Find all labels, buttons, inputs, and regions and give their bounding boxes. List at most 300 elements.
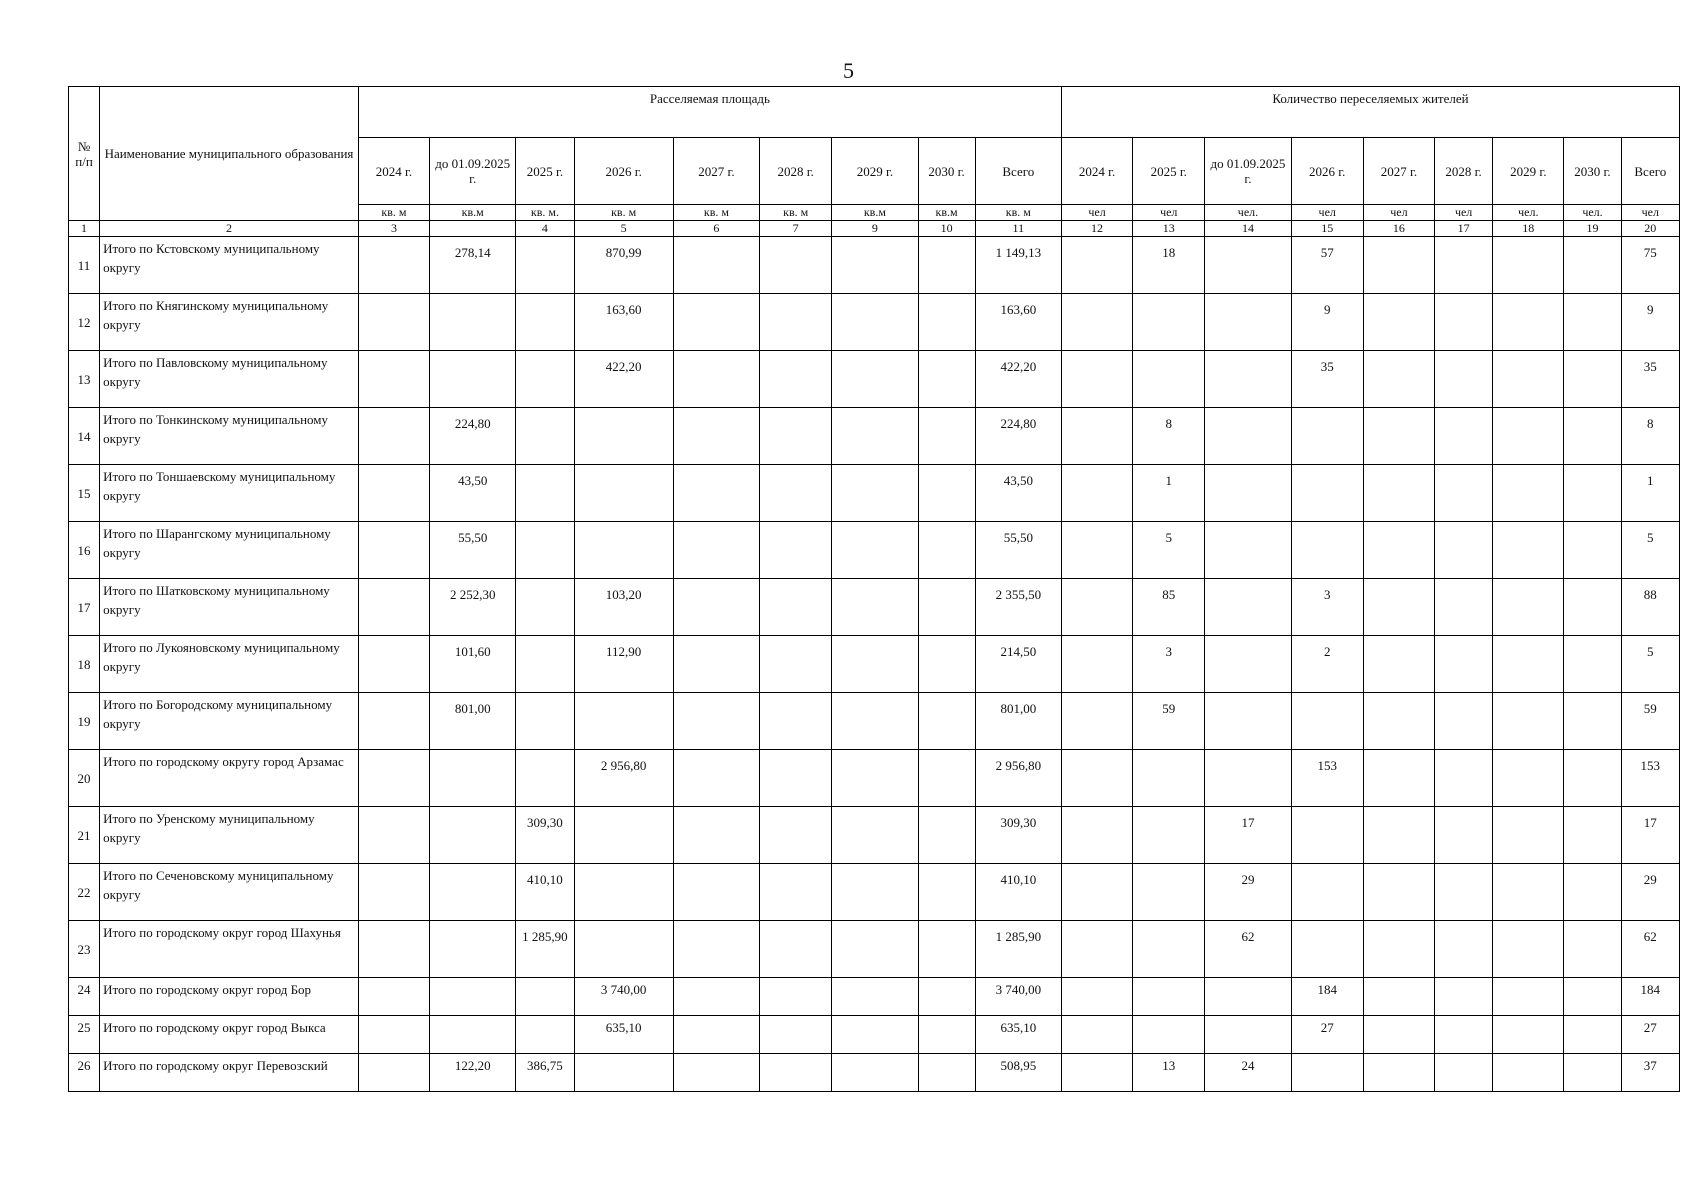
table-cell: 801,00 xyxy=(975,693,1061,750)
table-cell: 163,60 xyxy=(574,294,673,351)
table-cell xyxy=(673,1016,759,1054)
row-number: 16 xyxy=(69,522,100,579)
table-cell xyxy=(1493,522,1564,579)
table-cell xyxy=(1435,294,1493,351)
table-cell xyxy=(1493,465,1564,522)
table-cell xyxy=(1363,465,1434,522)
table-cell xyxy=(1205,693,1291,750)
column-number: 1 xyxy=(69,221,100,237)
table-cell xyxy=(516,351,574,408)
header-residents-unit: чел. xyxy=(1564,205,1621,221)
table-cell xyxy=(1435,636,1493,693)
table-cell xyxy=(1493,294,1564,351)
column-number: 16 xyxy=(1363,221,1434,237)
row-number: 23 xyxy=(69,921,100,978)
column-number: 19 xyxy=(1564,221,1621,237)
municipality-name: Итого по городскому округ город Шахунья xyxy=(100,921,359,978)
table-cell xyxy=(1061,579,1132,636)
table-cell xyxy=(760,978,832,1016)
column-number xyxy=(430,221,516,237)
table-row xyxy=(69,351,1680,408)
table-cell xyxy=(918,864,975,921)
table-cell: 37 xyxy=(1621,1054,1679,1092)
table-cell xyxy=(1133,921,1205,978)
column-number: 20 xyxy=(1621,221,1679,237)
table-cell xyxy=(516,522,574,579)
table-cell xyxy=(516,465,574,522)
table-row xyxy=(69,750,1680,807)
table-cell xyxy=(1435,351,1493,408)
table-cell: 55,50 xyxy=(975,522,1061,579)
column-number: 3 xyxy=(358,221,429,237)
table-cell xyxy=(1564,522,1621,579)
table-cell xyxy=(1061,978,1132,1016)
row-number: 17 xyxy=(69,579,100,636)
table-cell xyxy=(1061,237,1132,294)
column-number: 6 xyxy=(673,221,759,237)
table-cell xyxy=(1061,408,1132,465)
table-cell xyxy=(1205,294,1291,351)
table-cell: 5 xyxy=(1621,522,1679,579)
table-cell xyxy=(1133,294,1205,351)
table-cell xyxy=(673,579,759,636)
table-cell xyxy=(1205,1016,1291,1054)
table-cell: 3 740,00 xyxy=(574,978,673,1016)
table-cell xyxy=(1061,351,1132,408)
table-cell: 8 xyxy=(1621,408,1679,465)
table-cell: 410,10 xyxy=(516,864,574,921)
table-cell xyxy=(430,864,516,921)
header-residents-unit: чел xyxy=(1621,205,1679,221)
row-number: 22 xyxy=(69,864,100,921)
table-cell xyxy=(574,522,673,579)
table-cell xyxy=(1564,921,1621,978)
table-cell xyxy=(1133,351,1205,408)
table-cell: 13 xyxy=(1133,1054,1205,1092)
table-cell: 635,10 xyxy=(975,1016,1061,1054)
column-number: 5 xyxy=(574,221,673,237)
header-area-unit: кв.м xyxy=(832,205,918,221)
table-row xyxy=(69,522,1680,579)
table-cell xyxy=(1435,807,1493,864)
table-row xyxy=(69,579,1680,636)
table-cell: 278,14 xyxy=(430,237,516,294)
table-cell: 184 xyxy=(1291,978,1363,1016)
table-cell: 422,20 xyxy=(975,351,1061,408)
table-cell xyxy=(1363,294,1434,351)
table-cell xyxy=(1564,636,1621,693)
table-cell xyxy=(1363,579,1434,636)
table-cell xyxy=(673,408,759,465)
table-cell: 27 xyxy=(1291,1016,1363,1054)
table-cell xyxy=(1205,465,1291,522)
municipality-name: Итого по Шарангскому муниципальному округу xyxy=(100,522,359,579)
municipality-name: Итого по Шатковскому муниципальному округу xyxy=(100,579,359,636)
table-cell: 5 xyxy=(1133,522,1205,579)
table-cell xyxy=(1205,579,1291,636)
row-number: 25 xyxy=(69,1016,100,1054)
resettlement-table xyxy=(68,86,1680,1092)
table-cell xyxy=(430,294,516,351)
table-cell xyxy=(1061,1054,1132,1092)
header-area-year: 2026 г. xyxy=(574,138,673,205)
table-cell xyxy=(1493,408,1564,465)
table-cell: 18 xyxy=(1133,237,1205,294)
table-cell xyxy=(760,864,832,921)
table-cell xyxy=(1363,693,1434,750)
header-residents-unit: чел xyxy=(1133,205,1205,221)
header-area-unit: кв. м xyxy=(975,205,1061,221)
table-cell: 57 xyxy=(1291,237,1363,294)
table-cell xyxy=(516,636,574,693)
municipality-name: Итого по городскому округу город Арзамас xyxy=(100,750,359,807)
table-cell xyxy=(673,522,759,579)
table-cell xyxy=(1205,522,1291,579)
table-cell xyxy=(1564,978,1621,1016)
header-area-unit: кв.м xyxy=(430,205,516,221)
table-cell xyxy=(1133,864,1205,921)
table-cell xyxy=(574,807,673,864)
table-cell xyxy=(358,294,429,351)
table-cell xyxy=(918,750,975,807)
table-cell xyxy=(832,1054,918,1092)
table-cell xyxy=(1205,978,1291,1016)
table-cell xyxy=(832,750,918,807)
table-row xyxy=(69,237,1680,294)
header-residents-year: до 01.09.2025 г. xyxy=(1205,138,1291,205)
table-cell xyxy=(574,408,673,465)
table-cell xyxy=(358,237,429,294)
table-cell xyxy=(1061,465,1132,522)
table-cell xyxy=(430,978,516,1016)
table-cell xyxy=(1435,921,1493,978)
table-cell xyxy=(760,408,832,465)
table-cell: 62 xyxy=(1621,921,1679,978)
table-cell xyxy=(1363,807,1434,864)
table-cell xyxy=(1363,864,1434,921)
table-cell: 2 956,80 xyxy=(574,750,673,807)
table-cell xyxy=(760,294,832,351)
table-cell xyxy=(760,465,832,522)
table-cell xyxy=(1291,408,1363,465)
table-cell xyxy=(760,807,832,864)
table-cell xyxy=(1493,921,1564,978)
table-cell xyxy=(760,750,832,807)
header-residents-year: 2030 г. xyxy=(1564,138,1621,205)
table-cell xyxy=(832,579,918,636)
table-cell xyxy=(673,978,759,1016)
table-cell xyxy=(918,408,975,465)
table-cell xyxy=(1564,864,1621,921)
table-cell xyxy=(574,921,673,978)
table-cell xyxy=(832,408,918,465)
table-cell xyxy=(430,807,516,864)
table-cell: 101,60 xyxy=(430,636,516,693)
row-number: 20 xyxy=(69,750,100,807)
table-cell xyxy=(1493,1016,1564,1054)
table-cell xyxy=(1061,921,1132,978)
table-cell xyxy=(760,1016,832,1054)
municipality-name: Итого по Богородскому муниципальному округу xyxy=(100,693,359,750)
table-cell: 27 xyxy=(1621,1016,1679,1054)
header-residents-year: 2025 г. xyxy=(1133,138,1205,205)
table-cell xyxy=(1493,579,1564,636)
row-number: 19 xyxy=(69,693,100,750)
table-cell xyxy=(1363,1016,1434,1054)
table-cell xyxy=(1363,351,1434,408)
table-cell xyxy=(918,693,975,750)
municipality-name: Итого по Княгинскому муниципальному округу xyxy=(100,294,359,351)
column-number: 13 xyxy=(1133,221,1205,237)
column-number: 15 xyxy=(1291,221,1363,237)
table-cell: 9 xyxy=(1621,294,1679,351)
table-cell xyxy=(516,693,574,750)
header-area-unit: кв. м xyxy=(673,205,759,221)
table-cell xyxy=(1061,636,1132,693)
table-cell xyxy=(673,294,759,351)
table-cell xyxy=(358,921,429,978)
table-cell xyxy=(832,693,918,750)
table-cell xyxy=(516,750,574,807)
header-area-unit: кв. м. xyxy=(516,205,574,221)
table-cell xyxy=(1564,750,1621,807)
header-residents-year: Всего xyxy=(1621,138,1679,205)
table-cell xyxy=(1493,750,1564,807)
table-cell xyxy=(918,636,975,693)
table-cell xyxy=(673,921,759,978)
municipality-name: Итого по городскому округ город Бор xyxy=(100,978,359,1016)
table-cell xyxy=(673,693,759,750)
header-name: Наименование муниципального образования xyxy=(100,87,359,221)
table-cell xyxy=(673,351,759,408)
table-cell: 2 252,30 xyxy=(430,579,516,636)
table-row xyxy=(69,1016,1680,1054)
header-residents-unit: чел. xyxy=(1493,205,1564,221)
table-cell: 801,00 xyxy=(430,693,516,750)
table-cell: 43,50 xyxy=(975,465,1061,522)
table-cell xyxy=(1564,408,1621,465)
table-cell: 224,80 xyxy=(430,408,516,465)
table-cell xyxy=(673,750,759,807)
table-cell xyxy=(832,864,918,921)
row-number: 21 xyxy=(69,807,100,864)
header-area-year: до 01.09.2025 г. xyxy=(430,138,516,205)
table-cell xyxy=(1435,408,1493,465)
table-cell xyxy=(516,294,574,351)
table-cell xyxy=(673,465,759,522)
table-cell xyxy=(1493,978,1564,1016)
table-row xyxy=(69,636,1680,693)
table-cell: 224,80 xyxy=(975,408,1061,465)
table-cell: 62 xyxy=(1205,921,1291,978)
table-cell xyxy=(918,1016,975,1054)
table-row xyxy=(69,807,1680,864)
table-cell xyxy=(1363,1054,1434,1092)
table-cell xyxy=(358,1016,429,1054)
table-cell xyxy=(1564,807,1621,864)
header-area-year: 2027 г. xyxy=(673,138,759,205)
header-residents-year: 2028 г. xyxy=(1435,138,1493,205)
table-cell xyxy=(1291,465,1363,522)
table-cell xyxy=(1564,237,1621,294)
table-cell xyxy=(516,1016,574,1054)
table-cell: 153 xyxy=(1291,750,1363,807)
column-number: 7 xyxy=(760,221,832,237)
table-cell: 1 xyxy=(1621,465,1679,522)
table-cell xyxy=(832,636,918,693)
table-cell: 309,30 xyxy=(975,807,1061,864)
table-cell xyxy=(1435,864,1493,921)
table-cell xyxy=(1061,693,1132,750)
municipality-name: Итого по Лукояновскому муниципальному округу xyxy=(100,636,359,693)
table-cell xyxy=(673,807,759,864)
header-residents-unit: чел. xyxy=(1205,205,1291,221)
table-cell: 508,95 xyxy=(975,1054,1061,1092)
table-cell xyxy=(358,693,429,750)
table-cell xyxy=(1493,351,1564,408)
table-cell xyxy=(574,693,673,750)
table-cell xyxy=(430,750,516,807)
table-cell xyxy=(358,351,429,408)
table-cell xyxy=(918,237,975,294)
table-cell: 3 740,00 xyxy=(975,978,1061,1016)
header-residents-unit: чел xyxy=(1291,205,1363,221)
municipality-name: Итого по Кстовскому муниципальному округу xyxy=(100,237,359,294)
table-cell xyxy=(1205,636,1291,693)
municipality-name: Итого по городскому округ Перевозский xyxy=(100,1054,359,1092)
table-cell xyxy=(358,522,429,579)
table-cell xyxy=(1291,807,1363,864)
table-cell: 386,75 xyxy=(516,1054,574,1092)
table-cell xyxy=(1435,579,1493,636)
table-cell: 88 xyxy=(1621,579,1679,636)
table-cell xyxy=(430,351,516,408)
column-number: 10 xyxy=(918,221,975,237)
table-cell: 35 xyxy=(1291,351,1363,408)
table-cell: 2 355,50 xyxy=(975,579,1061,636)
table-cell xyxy=(1061,807,1132,864)
table-cell xyxy=(1564,693,1621,750)
table-row xyxy=(69,465,1680,522)
header-residents-year: 2029 г. xyxy=(1493,138,1564,205)
table-cell xyxy=(1435,978,1493,1016)
table-cell xyxy=(673,864,759,921)
table-cell xyxy=(358,408,429,465)
table-cell xyxy=(358,579,429,636)
table-cell xyxy=(1435,237,1493,294)
table-cell xyxy=(1205,750,1291,807)
page-number: 5 xyxy=(843,58,854,83)
header-no: № п/п xyxy=(69,87,100,221)
table-cell xyxy=(832,294,918,351)
table-cell: 29 xyxy=(1621,864,1679,921)
table-cell xyxy=(1133,807,1205,864)
table-cell xyxy=(832,978,918,1016)
table-cell xyxy=(1435,1054,1493,1092)
header-area-unit: кв.м xyxy=(918,205,975,221)
table-cell: 35 xyxy=(1621,351,1679,408)
table-cell: 122,20 xyxy=(430,1054,516,1092)
table-cell xyxy=(760,636,832,693)
table-cell xyxy=(1291,522,1363,579)
header-residents-unit: чел xyxy=(1061,205,1132,221)
table-cell: 3 xyxy=(1291,579,1363,636)
municipality-name: Итого по Тоншаевскому муниципальному округу xyxy=(100,465,359,522)
table-cell: 153 xyxy=(1621,750,1679,807)
table-cell: 1 285,90 xyxy=(975,921,1061,978)
table-cell xyxy=(1435,750,1493,807)
table-cell xyxy=(1564,1016,1621,1054)
row-number: 13 xyxy=(69,351,100,408)
header-residents-unit: чел xyxy=(1435,205,1493,221)
table-cell xyxy=(1564,294,1621,351)
table-cell xyxy=(358,636,429,693)
table-cell xyxy=(760,693,832,750)
table-cell xyxy=(760,522,832,579)
table-cell xyxy=(1363,921,1434,978)
table-row xyxy=(69,408,1680,465)
table-cell xyxy=(358,1054,429,1092)
table-cell xyxy=(1061,522,1132,579)
header-residents-unit: чел xyxy=(1363,205,1434,221)
header-area-year: Всего xyxy=(975,138,1061,205)
table-cell: 1 149,13 xyxy=(975,237,1061,294)
municipality-name: Итого по Сеченовскому муниципальному округу xyxy=(100,864,359,921)
table-cell xyxy=(516,237,574,294)
column-number: 4 xyxy=(516,221,574,237)
table-cell xyxy=(430,921,516,978)
table-cell xyxy=(673,237,759,294)
table-cell xyxy=(832,465,918,522)
table-cell: 5 xyxy=(1621,636,1679,693)
table-cell xyxy=(918,294,975,351)
row-number: 14 xyxy=(69,408,100,465)
column-number: 18 xyxy=(1493,221,1564,237)
table-row xyxy=(69,1054,1680,1092)
table-row xyxy=(69,921,1680,978)
row-number: 26 xyxy=(69,1054,100,1092)
header-area-unit: кв. м xyxy=(358,205,429,221)
table-cell xyxy=(1564,579,1621,636)
table-cell xyxy=(1363,636,1434,693)
table-cell xyxy=(760,579,832,636)
table-cell xyxy=(358,465,429,522)
column-number: 17 xyxy=(1435,221,1493,237)
table-cell: 55,50 xyxy=(430,522,516,579)
header-area-year: 2029 г. xyxy=(832,138,918,205)
row-number: 24 xyxy=(69,978,100,1016)
table-cell xyxy=(1564,465,1621,522)
table-cell: 112,90 xyxy=(574,636,673,693)
table-cell xyxy=(358,750,429,807)
table-cell: 184 xyxy=(1621,978,1679,1016)
table-cell: 29 xyxy=(1205,864,1291,921)
municipality-name: Итого по Павловскому муниципальному округу xyxy=(100,351,359,408)
table-cell xyxy=(1435,522,1493,579)
table-cell: 8 xyxy=(1133,408,1205,465)
table-cell xyxy=(1493,1054,1564,1092)
table-row xyxy=(69,294,1680,351)
table-cell xyxy=(1363,750,1434,807)
table-cell xyxy=(1493,693,1564,750)
table-cell: 635,10 xyxy=(574,1016,673,1054)
table-cell xyxy=(1363,237,1434,294)
table-cell xyxy=(1291,864,1363,921)
table-cell: 870,99 xyxy=(574,237,673,294)
header-residents-year: 2026 г. xyxy=(1291,138,1363,205)
table-cell xyxy=(760,921,832,978)
table-cell xyxy=(1205,351,1291,408)
